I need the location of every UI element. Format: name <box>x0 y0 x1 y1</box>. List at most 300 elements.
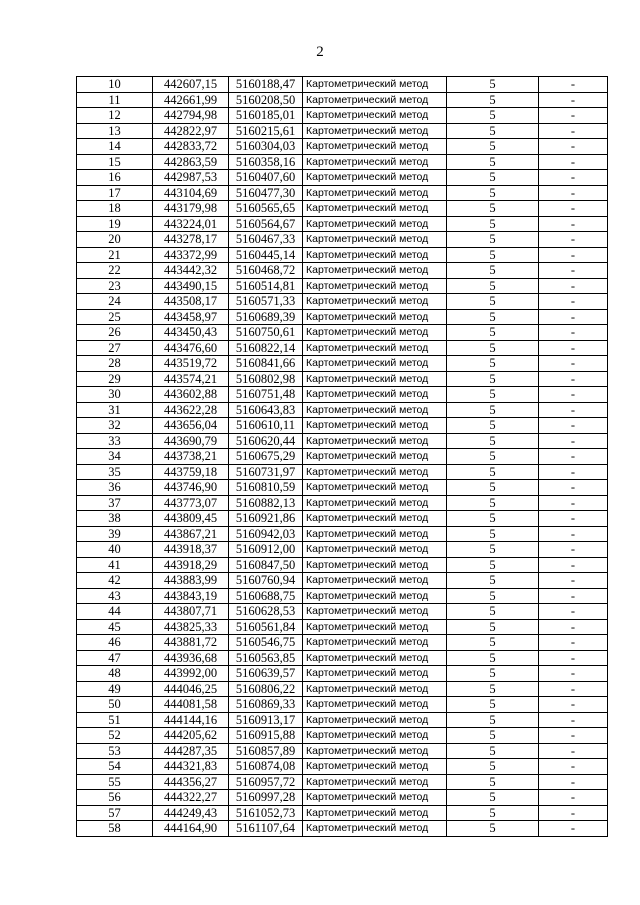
note-cell: - <box>539 759 608 775</box>
note-cell: - <box>539 371 608 387</box>
note-cell: - <box>539 387 608 403</box>
table-row <box>77 821 608 837</box>
point-number-cell: 45 <box>77 619 153 635</box>
table-row <box>77 557 608 573</box>
x-coordinate-cell: 444144,16 <box>153 712 229 728</box>
x-coordinate-cell: 442794,98 <box>153 108 229 124</box>
point-number-cell: 27 <box>77 340 153 356</box>
point-number-cell: 19 <box>77 216 153 232</box>
table-row <box>77 650 608 666</box>
table-row <box>77 278 608 294</box>
y-coordinate-cell: 5160857,89 <box>229 743 303 759</box>
accuracy-cell: 5 <box>447 821 539 837</box>
y-coordinate-cell: 5160564,67 <box>229 216 303 232</box>
point-number-cell: 51 <box>77 712 153 728</box>
accuracy-cell: 5 <box>447 123 539 139</box>
accuracy-cell: 5 <box>447 263 539 279</box>
point-number-cell: 15 <box>77 154 153 170</box>
x-coordinate-cell: 443458,97 <box>153 309 229 325</box>
table-row <box>77 139 608 155</box>
note-cell: - <box>539 139 608 155</box>
x-coordinate-cell: 443843,19 <box>153 588 229 604</box>
y-coordinate-cell: 5160565,65 <box>229 201 303 217</box>
method-cell: Картометрический метод <box>303 170 447 186</box>
method-cell: Картометрический метод <box>303 201 447 217</box>
note-cell: - <box>539 325 608 341</box>
accuracy-cell: 5 <box>447 542 539 558</box>
accuracy-cell: 5 <box>447 712 539 728</box>
y-coordinate-cell: 5160215,61 <box>229 123 303 139</box>
table-row <box>77 495 608 511</box>
y-coordinate-cell: 5160563,85 <box>229 650 303 666</box>
accuracy-cell: 5 <box>447 635 539 651</box>
x-coordinate-cell: 443622,28 <box>153 402 229 418</box>
method-cell: Картометрический метод <box>303 697 447 713</box>
y-coordinate-cell: 5160304,03 <box>229 139 303 155</box>
x-coordinate-cell: 443602,88 <box>153 387 229 403</box>
accuracy-cell: 5 <box>447 697 539 713</box>
x-coordinate-cell: 443881,72 <box>153 635 229 651</box>
accuracy-cell: 5 <box>447 77 539 93</box>
y-coordinate-cell: 5160561,84 <box>229 619 303 635</box>
coordinates-table-body <box>77 77 608 837</box>
x-coordinate-cell: 443476,60 <box>153 340 229 356</box>
table-row <box>77 185 608 201</box>
method-cell: Картометрический метод <box>303 712 447 728</box>
method-cell: Картометрический метод <box>303 542 447 558</box>
y-coordinate-cell: 5160688,75 <box>229 588 303 604</box>
note-cell: - <box>539 170 608 186</box>
y-coordinate-cell: 5160571,33 <box>229 294 303 310</box>
method-cell: Картометрический метод <box>303 185 447 201</box>
point-number-cell: 24 <box>77 294 153 310</box>
x-coordinate-cell: 442607,15 <box>153 77 229 93</box>
point-number-cell: 32 <box>77 418 153 434</box>
table-row <box>77 604 608 620</box>
note-cell: - <box>539 216 608 232</box>
x-coordinate-cell: 442987,53 <box>153 170 229 186</box>
table-row <box>77 759 608 775</box>
x-coordinate-cell: 443574,21 <box>153 371 229 387</box>
note-cell: - <box>539 356 608 372</box>
method-cell: Картометрический метод <box>303 619 447 635</box>
note-cell: - <box>539 821 608 837</box>
table-row <box>77 511 608 527</box>
note-cell: - <box>539 232 608 248</box>
point-number-cell: 14 <box>77 139 153 155</box>
y-coordinate-cell: 5161107,64 <box>229 821 303 837</box>
y-coordinate-cell: 5160643,83 <box>229 402 303 418</box>
note-cell: - <box>539 790 608 806</box>
point-number-cell: 49 <box>77 681 153 697</box>
table-row <box>77 247 608 263</box>
y-coordinate-cell: 5160468,72 <box>229 263 303 279</box>
point-number-cell: 25 <box>77 309 153 325</box>
table-row <box>77 728 608 744</box>
method-cell: Картометрический метод <box>303 805 447 821</box>
accuracy-cell: 5 <box>447 340 539 356</box>
note-cell: - <box>539 154 608 170</box>
x-coordinate-cell: 443918,37 <box>153 542 229 558</box>
y-coordinate-cell: 5160874,08 <box>229 759 303 775</box>
y-coordinate-cell: 5160185,01 <box>229 108 303 124</box>
table-row <box>77 216 608 232</box>
point-number-cell: 39 <box>77 526 153 542</box>
note-cell: - <box>539 77 608 93</box>
table-row <box>77 635 608 651</box>
table-row <box>77 480 608 496</box>
table-row <box>77 309 608 325</box>
note-cell: - <box>539 666 608 682</box>
method-cell: Картометрический метод <box>303 557 447 573</box>
accuracy-cell: 5 <box>447 526 539 542</box>
point-number-cell: 18 <box>77 201 153 217</box>
point-number-cell: 21 <box>77 247 153 263</box>
accuracy-cell: 5 <box>447 604 539 620</box>
note-cell: - <box>539 92 608 108</box>
method-cell: Картометрический метод <box>303 526 447 542</box>
y-coordinate-cell: 5160869,33 <box>229 697 303 713</box>
point-number-cell: 13 <box>77 123 153 139</box>
accuracy-cell: 5 <box>447 247 539 263</box>
method-cell: Картометрический метод <box>303 681 447 697</box>
note-cell: - <box>539 728 608 744</box>
y-coordinate-cell: 5160445,14 <box>229 247 303 263</box>
x-coordinate-cell: 444287,35 <box>153 743 229 759</box>
accuracy-cell: 5 <box>447 108 539 124</box>
table-row <box>77 619 608 635</box>
x-coordinate-cell: 443759,18 <box>153 464 229 480</box>
note-cell: - <box>539 805 608 821</box>
y-coordinate-cell: 5160514,81 <box>229 278 303 294</box>
point-number-cell: 41 <box>77 557 153 573</box>
table-row <box>77 418 608 434</box>
y-coordinate-cell: 5160921,86 <box>229 511 303 527</box>
table-row <box>77 588 608 604</box>
point-number-cell: 38 <box>77 511 153 527</box>
x-coordinate-cell: 443918,29 <box>153 557 229 573</box>
y-coordinate-cell: 5160810,59 <box>229 480 303 496</box>
note-cell: - <box>539 557 608 573</box>
table-row <box>77 263 608 279</box>
accuracy-cell: 5 <box>447 170 539 186</box>
table-row <box>77 712 608 728</box>
table-row <box>77 697 608 713</box>
method-cell: Картометрический метод <box>303 604 447 620</box>
method-cell: Картометрический метод <box>303 743 447 759</box>
note-cell: - <box>539 619 608 635</box>
accuracy-cell: 5 <box>447 588 539 604</box>
table-row <box>77 371 608 387</box>
point-number-cell: 47 <box>77 650 153 666</box>
x-coordinate-cell: 443807,71 <box>153 604 229 620</box>
table-row <box>77 573 608 589</box>
note-cell: - <box>539 294 608 310</box>
table-row <box>77 123 608 139</box>
accuracy-cell: 5 <box>447 790 539 806</box>
note-cell: - <box>539 278 608 294</box>
x-coordinate-cell: 443867,21 <box>153 526 229 542</box>
accuracy-cell: 5 <box>447 759 539 775</box>
accuracy-cell: 5 <box>447 681 539 697</box>
y-coordinate-cell: 5160882,13 <box>229 495 303 511</box>
accuracy-cell: 5 <box>447 480 539 496</box>
method-cell: Картометрический метод <box>303 108 447 124</box>
point-number-cell: 34 <box>77 449 153 465</box>
y-coordinate-cell: 5160822,14 <box>229 340 303 356</box>
table-row <box>77 201 608 217</box>
accuracy-cell: 5 <box>447 201 539 217</box>
y-coordinate-cell: 5160467,33 <box>229 232 303 248</box>
x-coordinate-cell: 443883,99 <box>153 573 229 589</box>
method-cell: Картометрический метод <box>303 774 447 790</box>
x-coordinate-cell: 444081,58 <box>153 697 229 713</box>
y-coordinate-cell: 5160942,03 <box>229 526 303 542</box>
table-row <box>77 232 608 248</box>
y-coordinate-cell: 5160750,61 <box>229 325 303 341</box>
x-coordinate-cell: 442863,59 <box>153 154 229 170</box>
accuracy-cell: 5 <box>447 216 539 232</box>
note-cell: - <box>539 201 608 217</box>
method-cell: Картометрический метод <box>303 511 447 527</box>
point-number-cell: 22 <box>77 263 153 279</box>
point-number-cell: 35 <box>77 464 153 480</box>
table-row <box>77 774 608 790</box>
accuracy-cell: 5 <box>447 511 539 527</box>
accuracy-cell: 5 <box>447 154 539 170</box>
accuracy-cell: 5 <box>447 557 539 573</box>
table-row <box>77 433 608 449</box>
x-coordinate-cell: 443278,17 <box>153 232 229 248</box>
table-row <box>77 170 608 186</box>
note-cell: - <box>539 774 608 790</box>
y-coordinate-cell: 5160802,98 <box>229 371 303 387</box>
note-cell: - <box>539 185 608 201</box>
table-row <box>77 449 608 465</box>
table-row <box>77 108 608 124</box>
y-coordinate-cell: 5160841,66 <box>229 356 303 372</box>
table-row <box>77 681 608 697</box>
accuracy-cell: 5 <box>447 232 539 248</box>
method-cell: Картометрический метод <box>303 402 447 418</box>
note-cell: - <box>539 123 608 139</box>
accuracy-cell: 5 <box>447 449 539 465</box>
x-coordinate-cell: 443690,79 <box>153 433 229 449</box>
point-number-cell: 26 <box>77 325 153 341</box>
x-coordinate-cell: 443372,99 <box>153 247 229 263</box>
y-coordinate-cell: 5160912,00 <box>229 542 303 558</box>
point-number-cell: 42 <box>77 573 153 589</box>
y-coordinate-cell: 5160760,94 <box>229 573 303 589</box>
method-cell: Картометрический метод <box>303 635 447 651</box>
y-coordinate-cell: 5160188,47 <box>229 77 303 93</box>
x-coordinate-cell: 443508,17 <box>153 294 229 310</box>
x-coordinate-cell: 444205,62 <box>153 728 229 744</box>
point-number-cell: 30 <box>77 387 153 403</box>
point-number-cell: 53 <box>77 743 153 759</box>
y-coordinate-cell: 5160358,16 <box>229 154 303 170</box>
accuracy-cell: 5 <box>447 464 539 480</box>
table-row <box>77 356 608 372</box>
x-coordinate-cell: 443809,45 <box>153 511 229 527</box>
method-cell: Картометрический метод <box>303 340 447 356</box>
x-coordinate-cell: 443442,32 <box>153 263 229 279</box>
method-cell: Картометрический метод <box>303 821 447 837</box>
point-number-cell: 17 <box>77 185 153 201</box>
method-cell: Картометрический метод <box>303 232 447 248</box>
accuracy-cell: 5 <box>447 309 539 325</box>
method-cell: Картометрический метод <box>303 356 447 372</box>
y-coordinate-cell: 5160689,39 <box>229 309 303 325</box>
note-cell: - <box>539 573 608 589</box>
x-coordinate-cell: 443104,69 <box>153 185 229 201</box>
accuracy-cell: 5 <box>447 619 539 635</box>
method-cell: Картометрический метод <box>303 464 447 480</box>
point-number-cell: 58 <box>77 821 153 837</box>
point-number-cell: 40 <box>77 542 153 558</box>
method-cell: Картометрический метод <box>303 790 447 806</box>
y-coordinate-cell: 5160407,60 <box>229 170 303 186</box>
point-number-cell: 29 <box>77 371 153 387</box>
method-cell: Картометрический метод <box>303 418 447 434</box>
point-number-cell: 37 <box>77 495 153 511</box>
x-coordinate-cell: 444046,25 <box>153 681 229 697</box>
table-row <box>77 542 608 558</box>
accuracy-cell: 5 <box>447 805 539 821</box>
table-row <box>77 464 608 480</box>
y-coordinate-cell: 5160628,53 <box>229 604 303 620</box>
point-number-cell: 55 <box>77 774 153 790</box>
accuracy-cell: 5 <box>447 185 539 201</box>
accuracy-cell: 5 <box>447 356 539 372</box>
method-cell: Картометрический метод <box>303 759 447 775</box>
note-cell: - <box>539 449 608 465</box>
x-coordinate-cell: 443936,68 <box>153 650 229 666</box>
note-cell: - <box>539 480 608 496</box>
method-cell: Картометрический метод <box>303 495 447 511</box>
accuracy-cell: 5 <box>447 666 539 682</box>
note-cell: - <box>539 712 608 728</box>
y-coordinate-cell: 5160639,57 <box>229 666 303 682</box>
x-coordinate-cell: 443519,72 <box>153 356 229 372</box>
point-number-cell: 50 <box>77 697 153 713</box>
method-cell: Картометрический метод <box>303 325 447 341</box>
page-number: 2 <box>316 44 324 60</box>
method-cell: Картометрический метод <box>303 278 447 294</box>
x-coordinate-cell: 443656,04 <box>153 418 229 434</box>
accuracy-cell: 5 <box>447 387 539 403</box>
method-cell: Картометрический метод <box>303 154 447 170</box>
table-row <box>77 402 608 418</box>
y-coordinate-cell: 5161052,73 <box>229 805 303 821</box>
table-row <box>77 387 608 403</box>
accuracy-cell: 5 <box>447 139 539 155</box>
y-coordinate-cell: 5160915,88 <box>229 728 303 744</box>
accuracy-cell: 5 <box>447 278 539 294</box>
y-coordinate-cell: 5160997,28 <box>229 790 303 806</box>
x-coordinate-cell: 443224,01 <box>153 216 229 232</box>
method-cell: Картометрический метод <box>303 294 447 310</box>
note-cell: - <box>539 433 608 449</box>
x-coordinate-cell: 443992,00 <box>153 666 229 682</box>
y-coordinate-cell: 5160620,44 <box>229 433 303 449</box>
x-coordinate-cell: 443825,33 <box>153 619 229 635</box>
point-number-cell: 48 <box>77 666 153 682</box>
note-cell: - <box>539 635 608 651</box>
note-cell: - <box>539 604 608 620</box>
method-cell: Картометрический метод <box>303 588 447 604</box>
x-coordinate-cell: 444356,27 <box>153 774 229 790</box>
point-number-cell: 36 <box>77 480 153 496</box>
x-coordinate-cell: 442661,99 <box>153 92 229 108</box>
note-cell: - <box>539 495 608 511</box>
method-cell: Картометрический метод <box>303 728 447 744</box>
note-cell: - <box>539 263 608 279</box>
table-row <box>77 294 608 310</box>
table-row <box>77 526 608 542</box>
y-coordinate-cell: 5160610,11 <box>229 418 303 434</box>
accuracy-cell: 5 <box>447 325 539 341</box>
accuracy-cell: 5 <box>447 495 539 511</box>
point-number-cell: 20 <box>77 232 153 248</box>
point-number-cell: 44 <box>77 604 153 620</box>
y-coordinate-cell: 5160546,75 <box>229 635 303 651</box>
method-cell: Картометрический метод <box>303 263 447 279</box>
point-number-cell: 11 <box>77 92 153 108</box>
method-cell: Картометрический метод <box>303 449 447 465</box>
note-cell: - <box>539 464 608 480</box>
x-coordinate-cell: 443490,15 <box>153 278 229 294</box>
table-row <box>77 805 608 821</box>
x-coordinate-cell: 444321,83 <box>153 759 229 775</box>
point-number-cell: 10 <box>77 77 153 93</box>
accuracy-cell: 5 <box>447 418 539 434</box>
point-number-cell: 16 <box>77 170 153 186</box>
accuracy-cell: 5 <box>447 433 539 449</box>
method-cell: Картометрический метод <box>303 371 447 387</box>
table-row <box>77 666 608 682</box>
y-coordinate-cell: 5160751,48 <box>229 387 303 403</box>
accuracy-cell: 5 <box>447 728 539 744</box>
coordinates-table <box>76 76 608 837</box>
accuracy-cell: 5 <box>447 573 539 589</box>
point-number-cell: 23 <box>77 278 153 294</box>
x-coordinate-cell: 443179,98 <box>153 201 229 217</box>
x-coordinate-cell: 443450,43 <box>153 325 229 341</box>
table-row <box>77 790 608 806</box>
method-cell: Картометрический метод <box>303 309 447 325</box>
point-number-cell: 52 <box>77 728 153 744</box>
point-number-cell: 33 <box>77 433 153 449</box>
y-coordinate-cell: 5160847,50 <box>229 557 303 573</box>
y-coordinate-cell: 5160208,50 <box>229 92 303 108</box>
point-number-cell: 12 <box>77 108 153 124</box>
note-cell: - <box>539 681 608 697</box>
note-cell: - <box>539 402 608 418</box>
method-cell: Картометрический метод <box>303 216 447 232</box>
y-coordinate-cell: 5160731,97 <box>229 464 303 480</box>
x-coordinate-cell: 443746,90 <box>153 480 229 496</box>
table-row <box>77 340 608 356</box>
y-coordinate-cell: 5160957,72 <box>229 774 303 790</box>
accuracy-cell: 5 <box>447 402 539 418</box>
y-coordinate-cell: 5160806,22 <box>229 681 303 697</box>
x-coordinate-cell: 444164,90 <box>153 821 229 837</box>
note-cell: - <box>539 511 608 527</box>
method-cell: Картометрический метод <box>303 480 447 496</box>
accuracy-cell: 5 <box>447 92 539 108</box>
method-cell: Картометрический метод <box>303 666 447 682</box>
